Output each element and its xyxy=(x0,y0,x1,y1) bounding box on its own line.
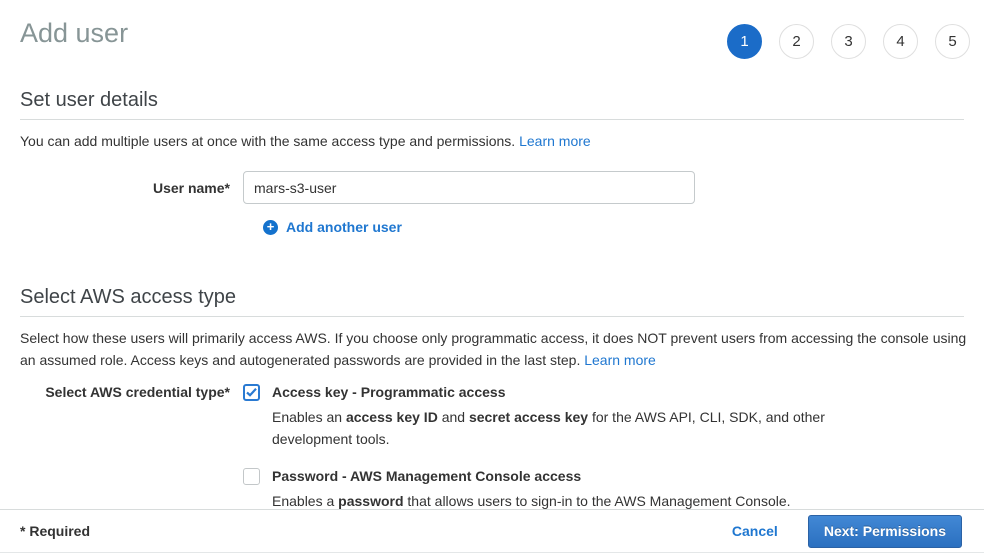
cancel-button[interactable]: Cancel xyxy=(731,523,778,539)
programmatic-access-title: Access key - Programmatic access xyxy=(272,384,506,400)
access-type-description xyxy=(20,327,972,371)
user-details-description xyxy=(20,130,972,152)
section-heading-access-type: Select AWS access type xyxy=(20,285,964,317)
add-another-user-label: Add another user xyxy=(286,219,402,235)
page-title: Add user xyxy=(20,18,129,48)
section-heading-user-details: Set user details xyxy=(20,88,964,120)
access-type-description-text: Select how these users will primarily access AWS. If you choose only programmatic access, it does NOT prevent users from accessing the console using an assumed role. Access keys and autogenerated passwords are provided in the last step. xyxy=(20,330,967,368)
bottom-divider xyxy=(0,552,984,553)
option-console-access xyxy=(243,467,834,512)
username-input[interactable] xyxy=(243,171,695,204)
option-programmatic-access xyxy=(243,383,834,450)
required-note: * Required xyxy=(20,523,91,539)
programmatic-access-checkbox[interactable] xyxy=(243,384,260,401)
wizard-step-indicator xyxy=(727,24,970,59)
learn-more-link-access-type[interactable]: Learn more xyxy=(584,352,656,368)
user-details-description-text: You can add multiple users at once with the same access type and permissions. xyxy=(20,133,516,149)
checkmark-icon xyxy=(246,388,257,397)
learn-more-link-user-details[interactable]: Learn more xyxy=(519,133,591,149)
username-label: User name* xyxy=(152,180,230,196)
wizard-step-4: 4 xyxy=(883,24,918,59)
add-another-user-button[interactable] xyxy=(263,219,984,235)
wizard-footer xyxy=(0,509,984,552)
console-access-description: Enables a password that allows users to sign-in to the AWS Management Console. xyxy=(272,493,791,509)
page-header xyxy=(0,0,984,59)
console-access-checkbox[interactable] xyxy=(243,468,260,485)
credential-type-label: Select AWS credential type* xyxy=(45,384,230,400)
username-row xyxy=(0,171,984,204)
next-permissions-button[interactable]: Next: Permissions xyxy=(808,515,962,548)
programmatic-access-description: Enables an access key ID and secret access key for the AWS API, CLI, SDK, and other development tools. xyxy=(272,409,825,447)
wizard-step-5: 5 xyxy=(935,24,970,59)
wizard-step-2: 2 xyxy=(779,24,814,59)
console-access-title: Password - AWS Management Console access xyxy=(272,468,582,484)
plus-circle-icon: + xyxy=(263,220,278,235)
credential-type-row xyxy=(0,383,984,529)
wizard-step-3: 3 xyxy=(831,24,866,59)
wizard-step-1: 1 xyxy=(727,24,762,59)
